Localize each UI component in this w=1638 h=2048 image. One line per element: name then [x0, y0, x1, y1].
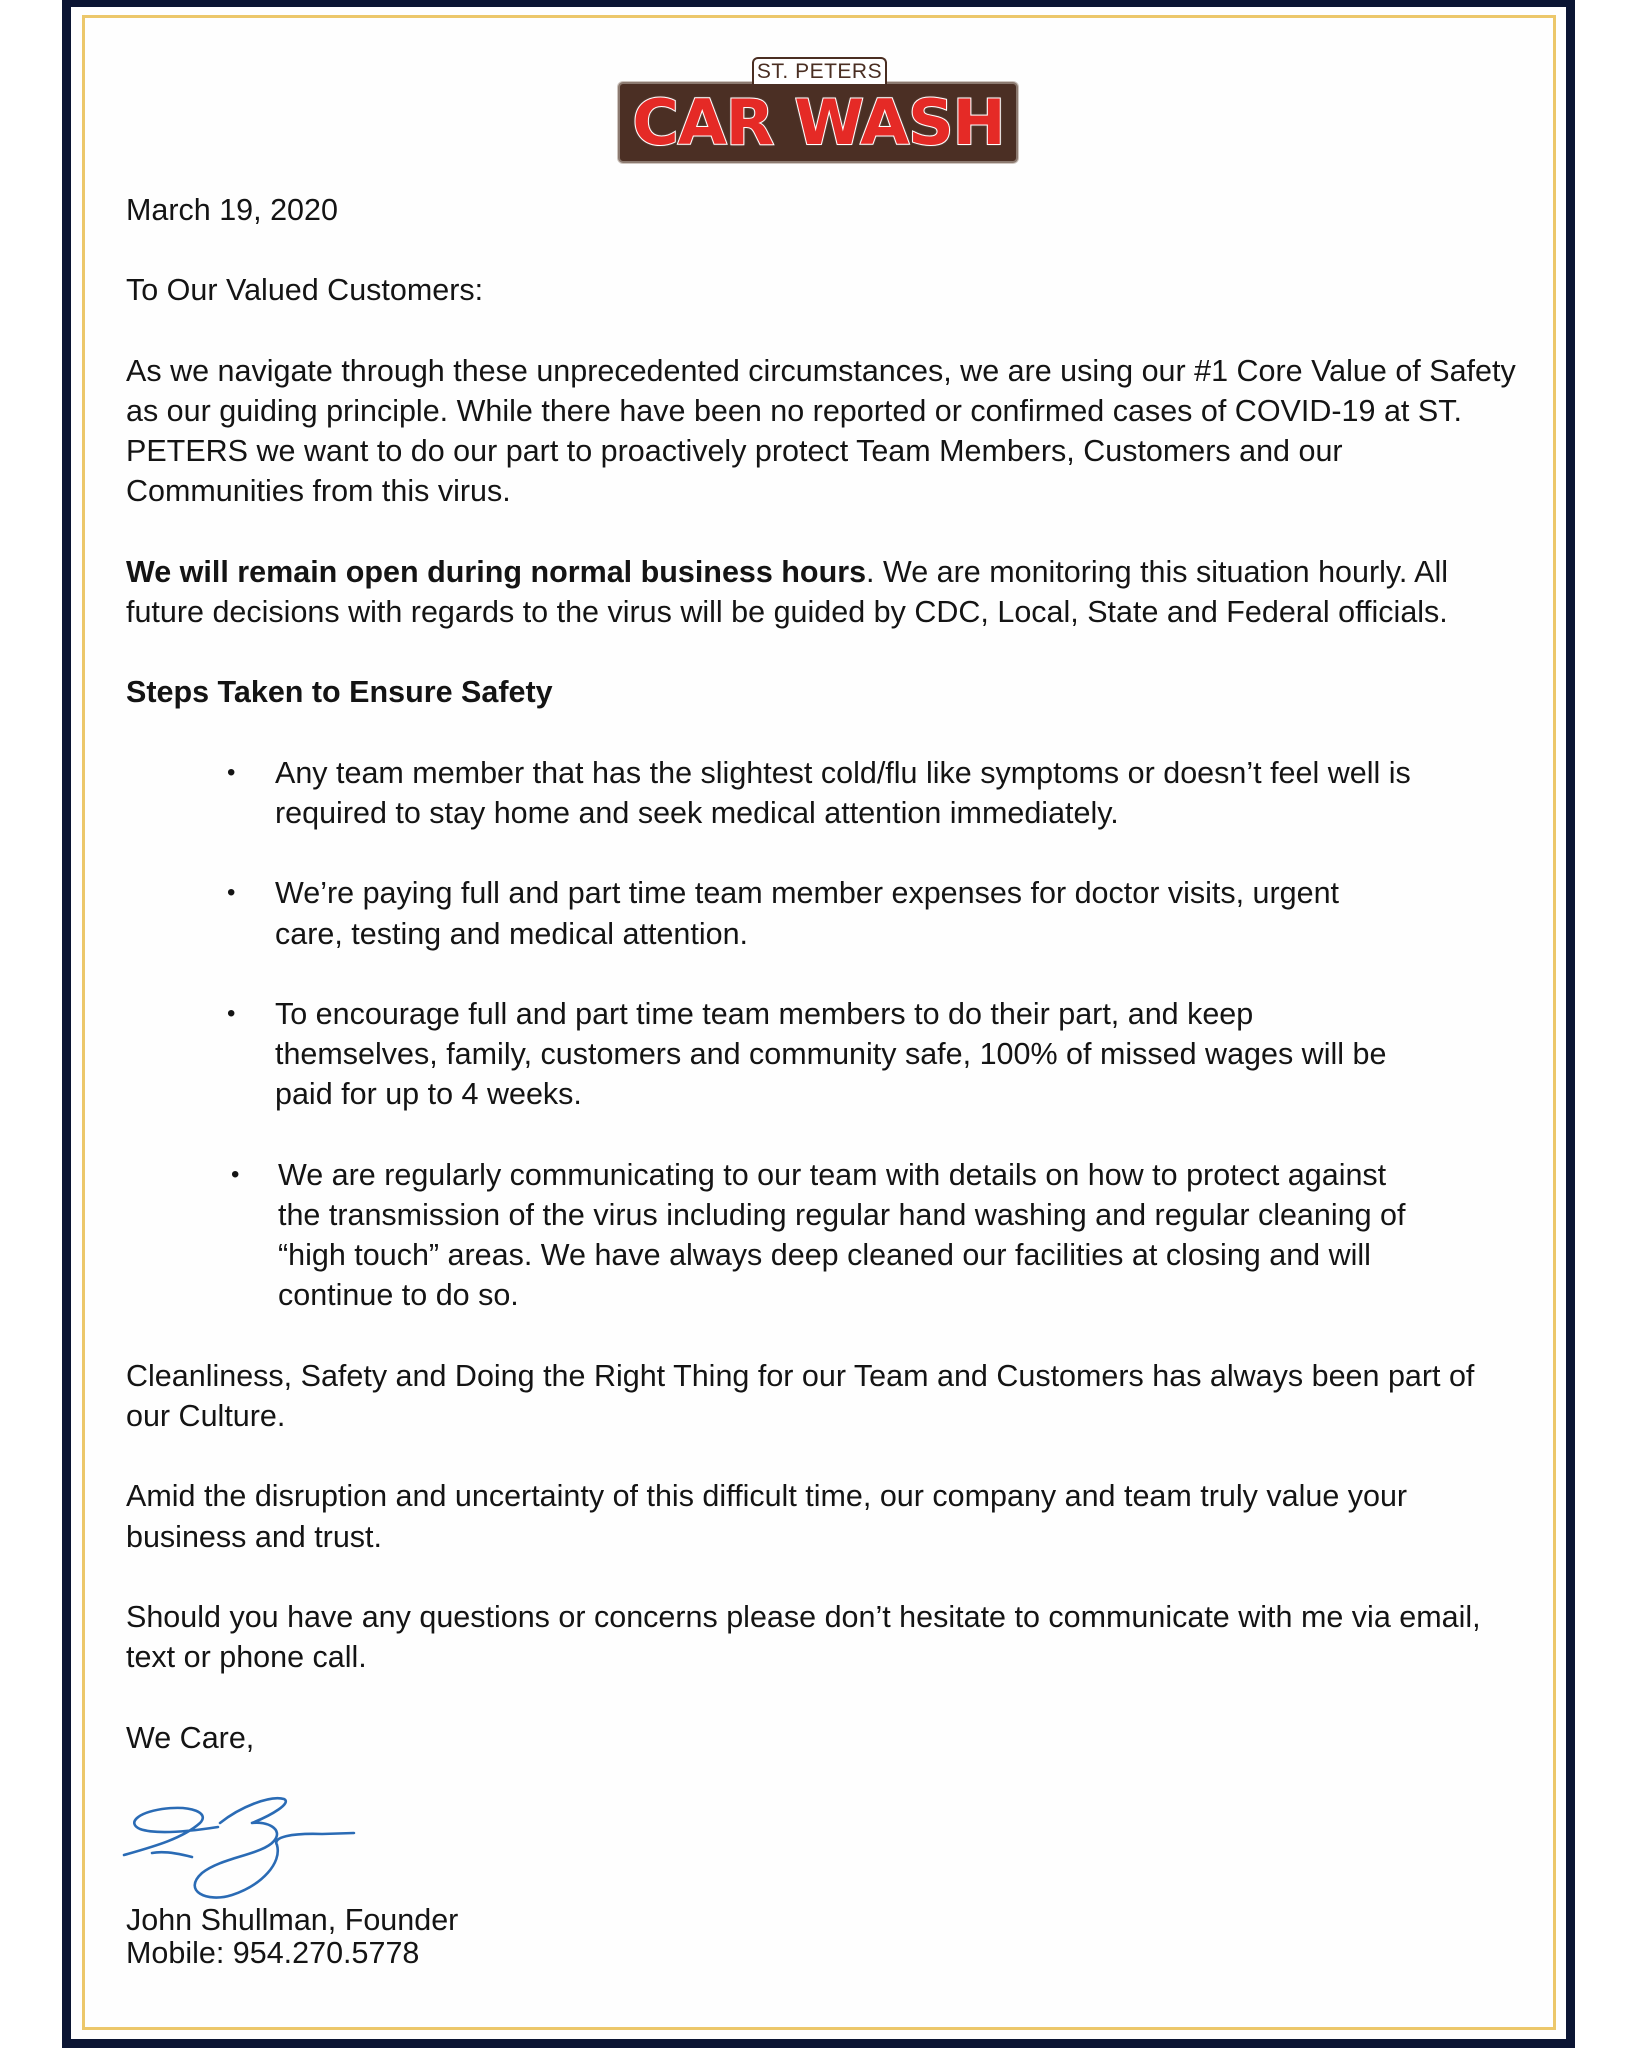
paragraph-culture: Cleanliness, Safety and Doing the Right Thing for our Team and Customers has always been part of our Culture.: [126, 1358, 1475, 1433]
paragraph-hours: [126, 552, 1516, 632]
list-item-text: We’re paying full and part time team member expenses for doctor visits, urgent care, testing and medical attention.: [275, 876, 1340, 951]
list-item-text: We are regularly communicating to our team with details on how to protect against the transmission of the virus including regular hand washing and regular cleaning of “high touch” areas. We have always deep cleaned our facilities at closing and will continue to do so.: [278, 1157, 1406, 1313]
hours-emphasis: We will remain open during normal business hours: [126, 554, 867, 589]
logo-tag-text: ST. PETERS: [752, 57, 887, 84]
bullet-icon: •: [227, 758, 236, 786]
bullet-icon: •: [227, 999, 236, 1027]
paragraph-intro: As we navigate through these unprecedented circumstances, we are using our #1 Core Value of Safety as our guiding principle. While there have been no reported or confirmed cases of COVID-19 at ST. PETERS we want to do our part to proactively protect Team Members, Customers and our Communities from this virus.: [126, 353, 1516, 509]
bullet-icon: •: [231, 1160, 240, 1188]
paragraph-contact: Should you have any questions or concerns please don’t hesitate to communicate with me via email, text or phone call.: [126, 1599, 1481, 1675]
signer-details: [126, 1904, 458, 1970]
letter-closing: We Care,: [126, 1720, 255, 1755]
hours-detail: . We are monitoring this situation hourly. All future decisions with regards to the virus will be guided by CDC, Local, State and Federal officials.: [126, 554, 1449, 629]
letter-date: March 19, 2020: [126, 193, 338, 227]
bullet-icon: •: [227, 879, 236, 907]
section-heading-steps: Steps Taken to Ensure Safety: [126, 675, 553, 710]
list-item-text: Any team member that has the slightest cold/flu like symptoms or doesn’t feel well is required to stay home and seek medical attention immediately.: [275, 755, 1411, 830]
list-item: [126, 994, 1415, 1115]
company-logo: [618, 57, 1018, 163]
logo-banner: [618, 82, 1018, 163]
list-item: [126, 753, 1415, 833]
list-item: [126, 1155, 1418, 1316]
logo-main-text: CAR WASH: [631, 85, 1005, 159]
paragraph-gratitude: Amid the disruption and uncertainty of this difficult time, our company and team truly value your business and trust.: [126, 1479, 1408, 1554]
signer-mobile: Mobile: 954.270.5778: [126, 1936, 420, 1970]
letter-salutation: To Our Valued Customers:: [126, 273, 484, 308]
list-item-text: To encourage full and part time team members to do their part, and keep themselves, family, customers and community safe, 100% of missed wages will be paid for up to 4 weeks.: [275, 996, 1387, 1112]
letter-body: [126, 190, 1516, 1798]
list-item: [126, 873, 1415, 953]
signer-name-title: John Shullman, Founder: [126, 1903, 459, 1937]
handwritten-signature: [122, 1795, 362, 1905]
safety-steps-list: [126, 753, 1516, 1316]
